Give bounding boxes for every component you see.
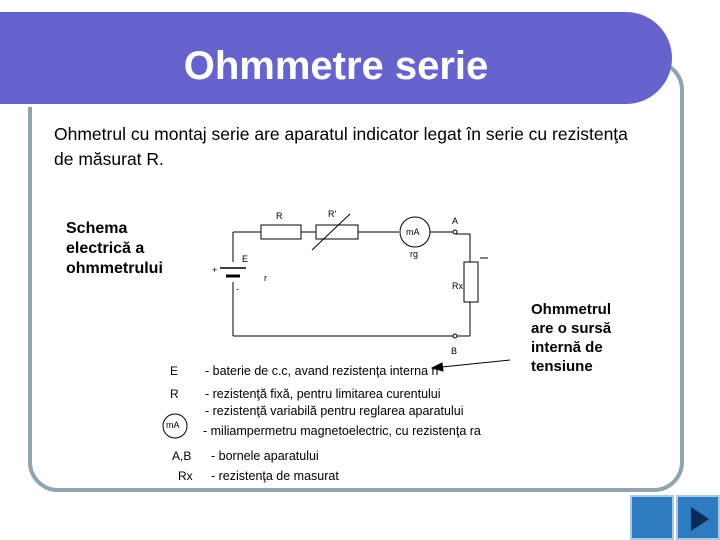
terminal-b: [453, 334, 457, 338]
label-rx: Rx: [452, 281, 463, 291]
schema-label-line: ohmmetrului: [66, 260, 163, 277]
slide-title: Ohmmetre serie: [183, 44, 489, 88]
side-note-line: tensiune: [531, 358, 593, 375]
legend-text-r-prime: - rezistenţă variabilă pentru reglarea aparatului: [205, 404, 464, 418]
legend-symbol-r: R: [170, 387, 179, 401]
side-note-line: internă de: [531, 339, 603, 356]
schema-label-line: electrică a: [66, 240, 145, 257]
legend-symbol-e: E: [170, 364, 179, 378]
prev-arrow-icon: [632, 497, 672, 538]
next-slide-button[interactable]: [676, 495, 720, 540]
label-terminal-a: A: [452, 216, 459, 226]
legend-symbol-rx: Rx: [178, 469, 193, 483]
prev-slide-button[interactable]: [630, 495, 674, 540]
label-meter: mA: [406, 227, 420, 237]
legend-text-rx: - rezistenţa de masurat: [211, 469, 339, 483]
legend-text-e: - baterie de c.c, avand rezistenţa interna ri: [205, 364, 439, 378]
label-minus: -: [236, 284, 239, 294]
label-e: E: [242, 254, 249, 264]
label-r: R: [276, 211, 283, 221]
terminal-a: [453, 230, 457, 234]
side-note-line: Ohmmetrul: [531, 301, 612, 318]
legend-text-meter: - miliampermetru magnetoelectric, cu rezistenţa ra: [203, 424, 481, 438]
side-note-line: are o sursă: [531, 320, 612, 337]
next-arrow-icon: [678, 497, 718, 538]
legend-symbol-ab: A,B: [172, 449, 192, 463]
resistor-r: [261, 225, 301, 239]
intro-text: Ohmetrul cu montaj serie are aparatul indicator legat în serie cu rezistenţa de măsurat R.: [54, 124, 628, 169]
pointer-arrow: [432, 360, 510, 368]
label-r-internal: r: [264, 273, 267, 283]
legend-symbol-meter: mA: [166, 420, 180, 430]
legend-text-ab: - bornele aparatului: [211, 449, 319, 463]
schema-label-line: Schema: [66, 220, 128, 237]
legend-text-r: - rezistenţă fixă, pentru limitarea curentului: [205, 387, 441, 401]
label-rg: rg: [410, 249, 419, 259]
variable-arrow: [312, 214, 350, 250]
resistor-r-prime: [316, 225, 358, 239]
label-plus: +: [212, 265, 218, 275]
resistor-rx: [464, 262, 478, 302]
label-terminal-b: B: [451, 346, 458, 356]
label-r-prime: R': [328, 209, 337, 219]
